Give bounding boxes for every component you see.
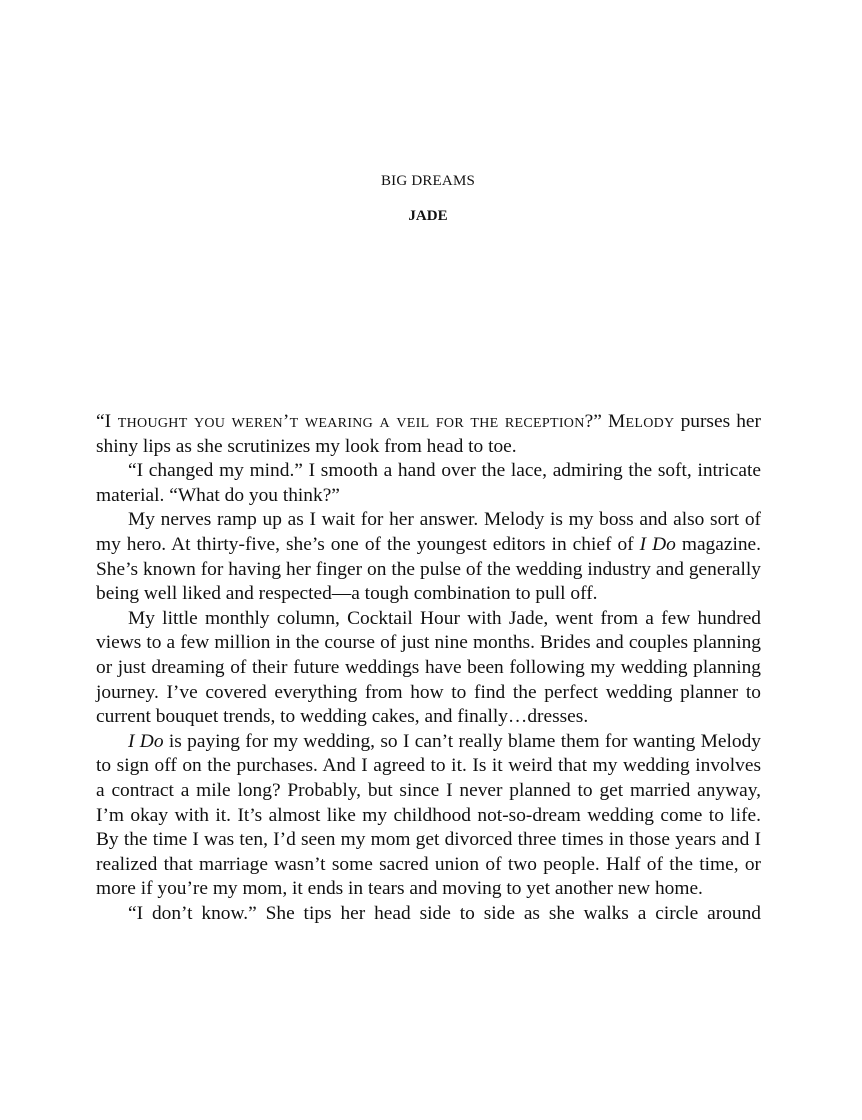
paragraph-5 [96, 730, 761, 902]
running-header-title: BIG DREAMS [380, 173, 476, 189]
small-caps-name: Melody [607, 411, 675, 432]
paragraph-2: “I changed my mind.” I smooth a hand over the lace, admiring the soft, intricate material. “What do you think?” [96, 460, 761, 506]
magazine-title: I Do [128, 730, 164, 752]
paragraph-3-after: magazine. She’s known for having her finger on the pulse of the wedding industry and generally being well liked and respected—a tough combination to pull off. [96, 533, 761, 605]
chapter-body [96, 410, 761, 926]
paragraph-1-rest: purses her shiny lips as she scrutinizes my look from head to toe. [96, 411, 761, 457]
paragraph-1 [96, 410, 761, 459]
paragraph-3 [96, 508, 761, 606]
chapter-name: JADE [408, 208, 448, 224]
small-caps-lead: I thought you weren’t wearing a veil for the reception [104, 411, 585, 432]
paragraph-6: “I don’t know.” She tips her head side to side as she walks a circle around [128, 902, 761, 924]
closing-quote: ?” [584, 411, 608, 432]
paragraph-5-after: is paying for my wedding, so I can’t really blame them for wanting Melody to sign off on the purchases. And I agreed to it. Is it weird that my wedding involves a contract a mile long? Probably, but since I never planned to get married anyway, I’m okay with it. It’s almost like my childhood not-so-dream wedding come to life. By the time I was ten, I’d seen my mom get divorced three times in those years and I realized that marriage wasn’t some sacred union of two people. Half of the time, or more if you’re my mom, it ends in tears and moving to yet another new home. [96, 730, 761, 900]
paragraph-4: My little monthly column, Cocktail Hour with Jade, went from a few hundred views to a few million in the course of just nine months. Brides and couples planning or just dreaming of their future weddings have been following my wedding planning journey. I’ve covered everything from how to find the perfect wedding planner to current bouquet trends, to wedding cakes, and finally…dresses. [96, 607, 761, 728]
opening-quote: “ [96, 411, 105, 432]
paragraph-3-before: My nerves ramp up as I wait for her answer. Melody is my boss and also sort of my hero. At thirty-five, she’s one of the youngest editors in chief of [96, 509, 761, 555]
magazine-title: I Do [639, 533, 676, 555]
